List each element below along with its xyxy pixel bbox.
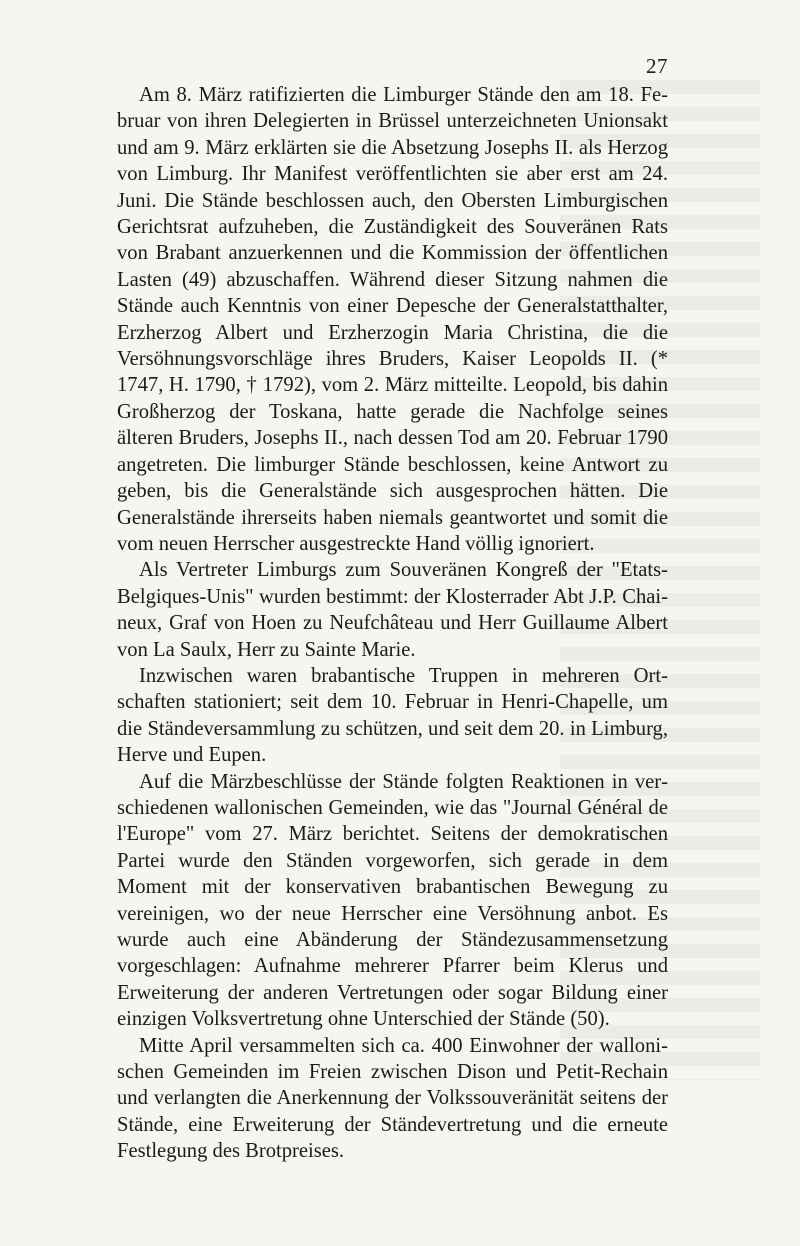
body-text	[117, 82, 668, 1165]
paragraph-3: Inzwischen waren brabantische Truppen in mehreren Ortschaften stationiert; seit dem 10. Februar in Henri-Chapelle, um die Ständeversammlung zu schützen, und seit dem 20. in Limburg, Herve und Eupen.	[117, 664, 668, 767]
paragraph-2: Als Vertreter Limburgs zum Souveränen Kongreß der "Etats-Belgiques-Unis" wurden bestimmt: der Klosterrader Abt J.P. Chaineux, Graf von Hoen zu Neufchâteau und Herr Guillaume Albert von La Saulx, Herr zu Sainte Marie.	[117, 559, 668, 661]
paragraph-1: Am 8. März ratifizierten die Limburger Stände den am 18. Februar von ihren Delegierten in Brüssel unterzeichneten Unionsakt und am 9. März erklärten sie die Absetzung Josephs II. als Herzog von Limburg. Ihr Manifest veröffentlichten sie aber erst am 24. Juni. Die Stände beschlossen auch, den Obersten Limburgischen Gerichtsrat aufzuheben, die Zuständigkeit des Souveränen Rats von Brabant anzuerkennen und die Kommission der öffentlichen Lasten (49) abzuschaffen. Während dieser Sitzung nahmen die Stände auch Kenntnis von einer Depesche der Generalstatthalter, Erzherzog Albert und Erzherzogin Maria Christina, die die Versöhnungsvorschläge ihres Bruders, Kaiser Leopolds II. (* 1747, H. 1790, † 1792), vom 2. März mitteilte. Leopold, bis dahin Großherzog der Toskana, hatte gerade die Nachfolge seines älteren Bruders, Josephs II., nach dessen Tod am 20. Februar 1790 angetreten. Die limburger Stände beschlossen, keine Antwort zu geben, bis die Generalstände sich ausgesprochen hätten. Die Generalstände ihrerseits haben niemals geantwortet und somit die vom neuen Herrscher ausgestreckte Hand völlig ignoriert.	[117, 84, 668, 555]
paragraph-4: Auf die Märzbeschlüsse der Stände folgten Reaktionen in verschiedenen wallonischen Gemeinden, wie das "Journal Général de l'Europe" vom 27. März berichtet. Seitens der demokratischen Partei wurde den Ständen vorgeworfen, sich gerade in dem Moment mit der konservativen brabantischen Bewegung zu vereinigen, wo der neue Herrscher eine Versöhnung anbot. Es wurde auch eine Abänderung der Ständezusammensetzung vorgeschlagen: Aufnahme mehrerer Pfarrer beim Klerus und Erweiterung der anderen Vertretungen oder sogar Bildung einer einzigen Volksvertretung ohne Unterschied der Stände (50).	[117, 770, 668, 1031]
page-number: 27	[646, 54, 668, 78]
paragraph-5: Mitte April versammelten sich ca. 400 Einwohner der wallonischen Gemeinden im Freien zwischen Dison und Petit-Rechain und verlangten die Anerkennung der Volkssouveränität seitens der Stände, eine Erweiterung der Ständevertretung und die erneute Festlegung des Brotpreises.	[117, 1034, 668, 1163]
